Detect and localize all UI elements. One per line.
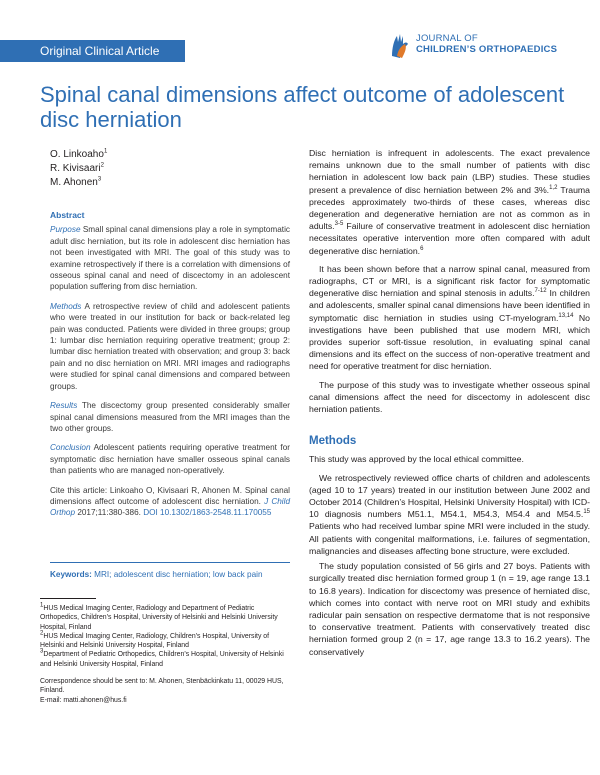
author: O. Linkoaho$^1$ bbox=[50, 148, 108, 160]
doi-link[interactable]: DOI 10.1302/1863-2548.11.170055 bbox=[143, 508, 272, 518]
author-list bbox=[50, 148, 107, 190]
affiliation-1: $^1$HUS Medical Imaging Center, Radiology and Department of Pediatric Orthopedics, Children’s Hospital, University of Helsinki and Helsinki University Hospital, Finland bbox=[40, 602, 278, 631]
section-tag: Original Clinical Article bbox=[0, 40, 185, 62]
abstract-conclusion: Conclusion Adolescent patients requiring operative treatment for symptomatic disc herniation have smaller osseous spinal canals than patients who are managed non-operatively. bbox=[50, 443, 290, 476]
abstract bbox=[50, 210, 290, 527]
paragraph: Disc herniation is infrequent in adolescents. The exact prevalence remains unknown due to the small number of patients with disc herniation in adolescent low back pain (LBP) studies. These studies present a prevalence of disc herniation between 2% and 3%.$^{1,2}$ Trauma precedes approximately two-thirds of these cases, whereas disc degeneration and degenerative herniation are not as common as in adults.$^{3-5}$ Failure of conservative treatment in adolescent disc herniation necessitates operative intervention more often compared with adult degenerative disc herniation.$^6$ bbox=[309, 148, 590, 256]
footnote-divider bbox=[40, 598, 96, 599]
email[interactable]: E-mail: matti.ahonen@hus.fi bbox=[40, 696, 127, 704]
abstract-methods: Methods A retrospective review of child and adolescent patients who were treated in our institution for back or back-related leg pain was conducted. Patients were divided in three groups; group 1: lumbar disc herniation requiring operative treatment; group 2: lumbar disc herniation treated with observation; and group 3: back pain and no disc herniation on MRI. MRI images and radiographs were studied for spinal canal dimensions and compared between groups. bbox=[50, 301, 290, 391]
abstract-purpose: Purpose Small spinal canal dimensions play a role in symptomatic adult disc herniation, but its role in adolescent disc herniation has not been investigated with MRI. The goal of this study was to examine retrospectively if there is a correlation with dimensions of osseous spinal canal and need of discectomy in an adolescent population suffering from disc herniation. bbox=[50, 225, 290, 292]
paragraph: It has been shown before that a narrow spinal canal, measured from radiographs, CT or MRI, is a significant risk factor for symptomatic degenerative disc herniation and spinal stenosis in adults.$^{7-12}$ In children and adolescents, smaller spinal canal dimensions have been identified in symptomatic disc herniation in studies using CT-myelogram.$^{13,14}$ No investigations have been published that use modern MRI, which provides superior soft-tissue resolution, in evaluating spinal canal dimensions and its effect on the success of non-operative treatment and need for operative treatment for disc herniation. bbox=[309, 263, 591, 372]
abstract-heading: Abstract bbox=[50, 210, 85, 220]
keywords-divider bbox=[50, 562, 290, 563]
author: M. Ahonen$^3$ bbox=[50, 176, 102, 188]
author: R. Kivisaari$^2$ bbox=[50, 162, 104, 174]
journal-name-line1: JOURNAL OF bbox=[416, 33, 478, 44]
affiliation-2: $^2$HUS Medical Imaging Center, Radiology, Children’s Hospital, University of Helsinki and Helsinki University Hospital, Finland bbox=[40, 630, 270, 650]
journal-name-line2: CHILDREN’S ORTHOPAEDICS bbox=[416, 44, 558, 55]
body-text bbox=[309, 147, 590, 658]
citation: Cite this article: Linkoaho O, Kivisaari R, Ahonen M. Spinal canal dimensions affect outcome of adolescent disc herniation. J Child Orthop 2017;11:380-386. DOI 10.1302/1863-2548.11.170055 bbox=[50, 485, 290, 518]
paragraph: The purpose of this study was to investigate whether osseous spinal canal dimensions affect the need for discectomy in adolescent disc herniation patients. bbox=[309, 379, 590, 415]
paragraph: The study population consisted of 56 girls and 27 boys. Patients with surgically treated disc herniation formed group 1 (n = 19, age range 13.1 to 16.8 years). Indication for discectomy was presence of herniated disc, which comes into contact with nerve root on MRI study and exhibits radicular pain sensation on respective dermatome that is not responsive to conservative treatment. Patients with conservatively treated disc herniation formed group 2 (n = 17, age range 13.3 to 16.2 years). The conservatively bbox=[309, 561, 590, 657]
footnotes bbox=[40, 604, 290, 705]
journal-logo bbox=[388, 30, 588, 62]
abstract-results: Results The discectomy group presented considerably smaller spinal canal dimensions measured from the MRI images than the two other groups. bbox=[50, 401, 290, 433]
affiliation-3: $^3$Department of Pediatric Orthopedics, Children’s Hospital, University of Helsinki and Helsinki University Hospital, Finland bbox=[40, 649, 284, 668]
keywords: Keywords: MRI; adolescent disc herniation; low back pain bbox=[50, 570, 263, 579]
methods-heading: Methods bbox=[309, 435, 357, 448]
paragraph: We retrospectively reviewed office charts of children and adolescents (aged 10 to 17 years) treated in our institution between June 2002 and October 2014 (Children’s Hospital, Helsinki University Hospital) with ICD-10 diagnosis numbers M51.1, M54.1, M54.3, M54.4 and M54.5.15 Patients who had received lumbar spine MRI were included in the study. All patients with congenital malformations, i.e. failures of segmentation, malignancies and diseases affecting bone structure, were excluded. bbox=[309, 472, 590, 556]
correspondence: Correspondence should be sent to: M. Ahonen, Stenbäckinkatu 11, 00029 HUS, Finland. bbox=[40, 678, 284, 695]
hands-logo-icon bbox=[388, 30, 412, 60]
article-title: Spinal canal dimensions affect outcome of adolescent disc herniation bbox=[40, 82, 565, 132]
paragraph: This study was approved by the local ethical committee. bbox=[309, 454, 524, 465]
